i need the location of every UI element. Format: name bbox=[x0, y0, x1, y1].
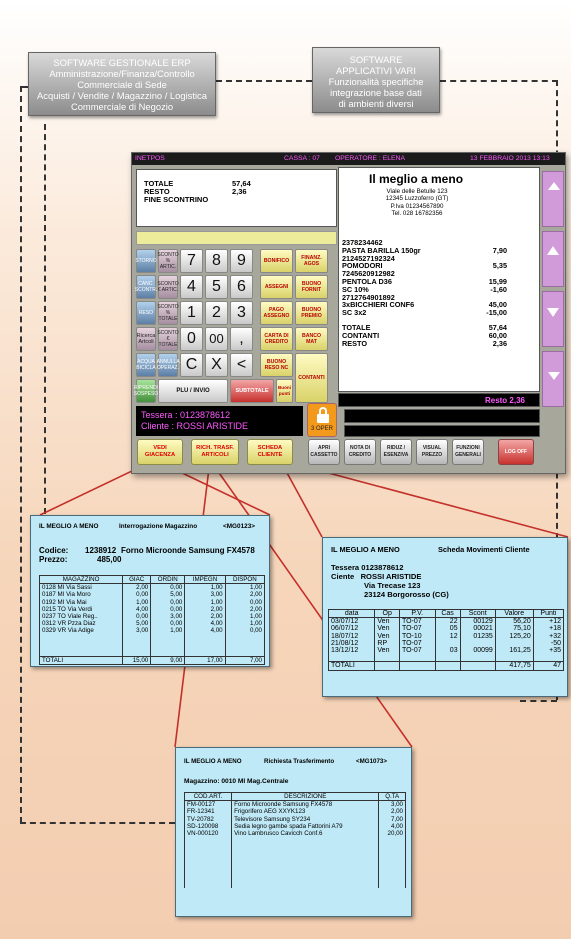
customer-tessera: Tessera 0123878612 bbox=[331, 563, 404, 572]
arrow-up-icon bbox=[548, 182, 560, 190]
table-cell: 00021 bbox=[460, 625, 495, 632]
receipt-total-value: 60,00 bbox=[488, 330, 507, 340]
receipt-line-text: 3xBICCHIERI CONF6 bbox=[342, 300, 415, 310]
movements-table bbox=[328, 609, 564, 671]
receipt-total-value: 2,36 bbox=[492, 338, 507, 348]
table-row bbox=[40, 620, 265, 627]
key-2[interactable]: 2 bbox=[205, 301, 228, 325]
arrow-up-icon bbox=[547, 246, 559, 255]
key-1[interactable]: 1 bbox=[180, 301, 203, 325]
key-annulla-operaz[interactable]: ANNULLA OPERAZ. bbox=[158, 353, 178, 377]
key-carta-credito[interactable]: CARTA DI CREDITO bbox=[260, 327, 293, 351]
column-header: GIAC bbox=[123, 576, 151, 584]
receipt-total-label: TOTALE bbox=[342, 323, 371, 332]
key-contanti[interactable]: CONTANTI bbox=[295, 353, 328, 403]
key-riprendi-sospeso[interactable]: RIPRENDI SOSPESO bbox=[136, 379, 156, 403]
column-header: Scont bbox=[460, 610, 495, 618]
receipt-line-value: 45,00 bbox=[488, 300, 507, 310]
address-line: 12345 Luzzoferro (GT) bbox=[385, 195, 449, 203]
column-header: Q.TA bbox=[379, 793, 406, 801]
table-row bbox=[329, 647, 564, 654]
table-cell: 12 bbox=[435, 633, 460, 640]
cliente-text: Cliente : ROSSI ARISTIDE bbox=[141, 421, 249, 431]
table-cell: 0,00 bbox=[151, 620, 185, 627]
table-cell: 0128 MI Via Sassi bbox=[40, 584, 123, 592]
customer-street: Via Trecase 123 bbox=[364, 581, 421, 590]
resto-value: 2,36 bbox=[232, 187, 247, 196]
prezzo-value: 485,00 bbox=[97, 555, 122, 564]
plu-invio-button[interactable]: PLU / INVIO bbox=[158, 379, 228, 403]
table-cell: 0237 TO Viale Reg.. bbox=[40, 613, 123, 620]
totals-cell: 417,75 bbox=[495, 662, 533, 670]
receipt-line-text: SC 3x2 bbox=[342, 308, 367, 318]
column-header: Valore bbox=[495, 610, 533, 618]
display-line-2 bbox=[344, 425, 540, 437]
table-cell: TO-07 bbox=[399, 640, 435, 647]
table-cell: 01235 bbox=[460, 633, 495, 640]
totals-row bbox=[329, 662, 564, 670]
column-header: DESCRIZIONE bbox=[232, 793, 379, 801]
totals-cell bbox=[375, 662, 400, 670]
table-cell: 1,00 bbox=[225, 613, 264, 620]
pos-app-title: INETPOS bbox=[135, 155, 165, 162]
riduz-esenz-iva-button[interactable]: RIDUZ / ESENZIVA bbox=[380, 439, 412, 465]
table-row bbox=[185, 816, 406, 823]
receipt-line bbox=[342, 309, 507, 317]
receipt-line-text: 2124527192324 bbox=[342, 253, 395, 263]
table-cell: 1,00 bbox=[225, 584, 264, 592]
key-5[interactable]: 5 bbox=[205, 275, 228, 299]
oper-label: 3 OPER bbox=[310, 426, 333, 432]
key-sconto-perc-totale[interactable]: SCONTO % TOTALE bbox=[158, 301, 178, 325]
win-title: Interrogazione Magazzino bbox=[119, 523, 198, 530]
table-cell: 4,00 bbox=[123, 606, 151, 613]
table-row bbox=[40, 627, 265, 634]
log-off-button[interactable]: LOG OFF bbox=[498, 439, 534, 465]
table-cell: 161,25 bbox=[495, 647, 533, 654]
rich-trasf-articoli-button[interactable]: RICH. TRASF. ARTICOLI bbox=[191, 439, 239, 465]
column-header: MAGAZZINO bbox=[40, 576, 123, 584]
table-cell: 2,00 bbox=[123, 584, 151, 592]
subtotale-button[interactable]: SUBTOTALE bbox=[230, 379, 274, 403]
column-header: ORDIN bbox=[151, 576, 185, 584]
table-cell: 0187 MI Via Moro bbox=[40, 591, 123, 598]
table-row bbox=[40, 599, 265, 606]
nota-di-credito-button[interactable]: NOTA DI CREDITO bbox=[344, 439, 376, 465]
scheda-cliente-button[interactable]: SCHEDA CLIENTE bbox=[247, 439, 293, 465]
window-interrogazione-magazzino bbox=[30, 515, 270, 667]
key-reso[interactable]: RESO bbox=[136, 301, 156, 325]
table-cell: 21/08/12 bbox=[329, 640, 375, 647]
address-line: Tel. 028 16782356 bbox=[391, 210, 443, 218]
arrow-down-icon bbox=[547, 308, 559, 317]
callout-apps-line: di ambienti diversi bbox=[338, 98, 414, 109]
table-cell: 2,00 bbox=[225, 591, 264, 598]
callout-erp-line: Commerciale di Negozio bbox=[70, 101, 174, 112]
receipt-line-value: 15,99 bbox=[488, 276, 507, 286]
table-cell: 2,00 bbox=[379, 808, 406, 815]
column-header: IMPEGN bbox=[185, 576, 225, 584]
table-cell: 0,00 bbox=[151, 599, 185, 606]
table-row bbox=[40, 613, 265, 620]
key-storno[interactable]: STORNO bbox=[136, 249, 156, 273]
receipt-address bbox=[367, 188, 467, 218]
key-buono-premio[interactable]: BUONO PREMIO bbox=[295, 301, 328, 325]
key-9[interactable]: 9 bbox=[230, 249, 253, 273]
table-cell: 0,00 bbox=[123, 613, 151, 620]
table-cell: VN-000120 bbox=[185, 830, 232, 837]
receipt-total-label: RESTO bbox=[342, 338, 368, 348]
key-00[interactable]: 00 bbox=[205, 327, 228, 351]
table-cell: +18 bbox=[533, 625, 563, 632]
receipt-line-value: -1,60 bbox=[490, 284, 507, 294]
table-cell: TO-07 bbox=[399, 618, 435, 626]
key-sconto-eur-totale[interactable]: SCONTO € TOTALE bbox=[158, 327, 178, 351]
table-cell: Ven bbox=[375, 625, 400, 632]
key-sconto-perc-artic[interactable]: SCONTO % ARTIC. bbox=[158, 249, 178, 273]
key-comma[interactable]: , bbox=[230, 327, 253, 351]
table-cell: 1,00 bbox=[185, 584, 225, 592]
table-cell: 5,00 bbox=[151, 591, 185, 598]
tessera-text: Tessera : 0123878612 bbox=[141, 410, 231, 420]
funzioni-generali-button[interactable]: FUNZIONI GENERALI bbox=[452, 439, 484, 465]
key-6[interactable]: 6 bbox=[230, 275, 253, 299]
customer-city: 23124 Borgorosso (CG) bbox=[364, 590, 449, 599]
receipt-line-text: PASTA BARILLA 150gr bbox=[342, 245, 421, 255]
table-cell: 3,00 bbox=[185, 591, 225, 598]
table-cell: TV-20782 bbox=[185, 816, 232, 823]
totals-row bbox=[40, 657, 265, 665]
receipt-total-label: CONTANTI bbox=[342, 330, 380, 340]
totals-cell bbox=[435, 662, 460, 670]
callout-erp-line: Amministrazione/Finanza/Controllo bbox=[49, 68, 195, 79]
table-cell: 03/07/12 bbox=[329, 618, 375, 626]
callout-erp bbox=[28, 52, 216, 116]
table-cell: 75,10 bbox=[495, 625, 533, 632]
column-header: data bbox=[329, 610, 375, 618]
key-pago-assegno[interactable]: PAGO ASSEGNO bbox=[260, 301, 293, 325]
win-shop: IL MEGLIO A MENO bbox=[331, 545, 400, 554]
table-cell: TO-10 bbox=[399, 633, 435, 640]
table-cell: 0329 VR Via Adige bbox=[40, 627, 123, 634]
table-cell: 2,00 bbox=[185, 613, 225, 620]
table-cell: 18/07/12 bbox=[329, 633, 375, 640]
input-line[interactable] bbox=[136, 231, 337, 245]
table-cell: Ven bbox=[375, 618, 400, 626]
cliente-label: Ciente bbox=[331, 572, 355, 581]
table-cell: 0312 VR Pzza Diaz bbox=[40, 620, 123, 627]
table-row bbox=[40, 606, 265, 613]
table-cell: 00129 bbox=[460, 618, 495, 626]
table-cell: 20,00 bbox=[379, 830, 406, 837]
window-richiesta-trasferimento bbox=[175, 747, 412, 917]
pos-date: 13 FEBBRAIO 2013 13:13 bbox=[470, 155, 550, 162]
key-acqua-bicicla[interactable]: ACQUA BICICLA bbox=[136, 353, 156, 377]
receipt-line-text: PENTOLA D36 bbox=[342, 276, 392, 286]
totals-display bbox=[136, 169, 337, 227]
callout-erp-line: Acquisti / Vendite / Magazzino / Logistica bbox=[37, 90, 207, 101]
table-cell: 0,00 bbox=[123, 591, 151, 598]
table-cell: 22 bbox=[435, 618, 460, 626]
table-cell bbox=[435, 640, 460, 647]
pos-window bbox=[131, 152, 566, 474]
win-title: Scheda Movimenti Cliente bbox=[438, 545, 530, 554]
table-cell: 4,00 bbox=[185, 627, 225, 634]
table-cell: TO-07 bbox=[399, 647, 435, 654]
oper-button[interactable] bbox=[307, 403, 337, 437]
vedi-giacenza-button[interactable]: VEDI GIACENZA bbox=[137, 439, 183, 465]
transfer-table bbox=[184, 792, 406, 888]
table-cell: 0,00 bbox=[225, 599, 264, 606]
table-cell: FM-00127 bbox=[185, 801, 232, 809]
table-cell: 1,00 bbox=[225, 620, 264, 627]
table-cell: 06/07/12 bbox=[329, 625, 375, 632]
key-canc-scontr[interactable]: CANC. SCONTR. bbox=[136, 275, 156, 299]
key-banco-mat[interactable]: BANCO MAT bbox=[295, 327, 328, 351]
receipt-lines bbox=[342, 239, 507, 317]
table-row bbox=[329, 625, 564, 632]
column-header: Cas bbox=[435, 610, 460, 618]
receipt-total-line bbox=[342, 340, 507, 348]
callout-erp-title: SOFTWARE GESTIONALE ERP bbox=[53, 57, 191, 68]
table-cell: 3,00 bbox=[379, 801, 406, 809]
table-cell: 4,00 bbox=[379, 823, 406, 830]
receipt-line-text: 2378234462 bbox=[342, 238, 383, 247]
resto-display: Resto 2,36 bbox=[338, 393, 540, 407]
table-cell: 7,00 bbox=[379, 816, 406, 823]
table-row bbox=[185, 808, 406, 815]
totals-cell: 47 bbox=[533, 662, 563, 670]
table-cell: +35 bbox=[533, 647, 563, 654]
callout-erp-line: Commerciale di Sede bbox=[77, 79, 167, 90]
column-header: P.V. bbox=[399, 610, 435, 618]
table-row bbox=[185, 830, 406, 837]
table-cell: 0,00 bbox=[151, 606, 185, 613]
codice-value: 1238912 bbox=[85, 546, 117, 555]
table-cell: 13/12/12 bbox=[329, 647, 375, 654]
table-cell: Ven bbox=[375, 633, 400, 640]
pos-operatore: OPERATORE : ELENA bbox=[335, 155, 406, 162]
win-code: <MG0123> bbox=[223, 523, 255, 530]
lock-icon bbox=[317, 407, 329, 423]
key-0[interactable]: 0 bbox=[180, 327, 203, 351]
receipt-total-value: 57,64 bbox=[488, 323, 507, 332]
win-shop: IL MEGLIO A MENO bbox=[39, 523, 99, 530]
table-cell: Ven bbox=[375, 647, 400, 654]
table-cell bbox=[495, 640, 533, 647]
key-ricerca-articoli[interactable]: Ricerca Artcoli bbox=[136, 327, 156, 351]
callout-apps-line: Funzionalità specifiche bbox=[328, 76, 424, 87]
totals-cell: 7,00 bbox=[225, 657, 264, 665]
receipt-line-text: SC 10% bbox=[342, 284, 369, 294]
total-label: TOTALE bbox=[144, 179, 174, 188]
table-row bbox=[329, 633, 564, 640]
table-cell: Forno Microonde Samsung FX4578 bbox=[232, 801, 379, 809]
apri-cassetto-button[interactable]: APRI CASSETTO bbox=[308, 439, 340, 465]
scroll-down-button[interactable] bbox=[542, 291, 564, 347]
table-cell: Frigorifero AEG XXYK123 bbox=[232, 808, 379, 815]
key-assegni[interactable]: ASSEGNI bbox=[260, 275, 293, 299]
receipt-line bbox=[342, 301, 507, 309]
receipt-line-text: POMODORI bbox=[342, 261, 383, 271]
key-7[interactable]: 7 bbox=[180, 249, 203, 273]
arrow-down-icon bbox=[548, 372, 560, 380]
table-row bbox=[185, 801, 406, 809]
product-info bbox=[39, 546, 255, 564]
key-multiply[interactable]: X bbox=[205, 353, 228, 377]
card-info bbox=[136, 406, 303, 436]
key-buono-fornit[interactable]: BUONO FORNIT bbox=[295, 275, 328, 299]
table-cell: 2,00 bbox=[185, 606, 225, 613]
codice-label: Codice: bbox=[39, 546, 69, 555]
receipt-line-value: -15,00 bbox=[486, 308, 507, 318]
table-cell: RP bbox=[375, 640, 400, 647]
key-8[interactable]: 8 bbox=[205, 249, 228, 273]
table-row bbox=[329, 640, 564, 647]
scroll-down-bottom-button[interactable] bbox=[542, 351, 564, 407]
display-line-1 bbox=[344, 409, 540, 423]
magazzino-text: Magazzino: 0010 MI Mag.Centrale bbox=[184, 778, 289, 785]
table-cell: 1,00 bbox=[123, 599, 151, 606]
table-cell: 1,00 bbox=[185, 599, 225, 606]
address-line: Viale delle Betulle 123 bbox=[386, 188, 448, 195]
cliente-name: ROSSI ARISTIDE bbox=[360, 572, 422, 581]
table-cell: +12 bbox=[533, 618, 563, 626]
customer-info bbox=[331, 563, 449, 599]
column-header: Punti bbox=[533, 610, 563, 618]
table-cell: 5,00 bbox=[123, 620, 151, 627]
table-cell: 05 bbox=[435, 625, 460, 632]
resto-label: RESTO bbox=[144, 187, 170, 196]
totals-cell bbox=[399, 662, 435, 670]
table-cell: 56,20 bbox=[495, 618, 533, 626]
receipt-line-text: 2712764901892 bbox=[342, 292, 395, 302]
receipt-shop-name: Il meglio a meno bbox=[369, 172, 464, 186]
table-cell: SD-120098 bbox=[185, 823, 232, 830]
table-cell: +32 bbox=[533, 633, 563, 640]
scroll-up-top-button[interactable] bbox=[542, 171, 564, 227]
totals-cell: TOTALI bbox=[40, 657, 123, 665]
receipt-display bbox=[338, 167, 540, 392]
key-4[interactable]: 4 bbox=[180, 275, 203, 299]
table-row bbox=[40, 591, 265, 598]
win-code: <MG1073> bbox=[356, 758, 387, 765]
totals-cell: 9,00 bbox=[151, 657, 185, 665]
table-cell: FR-12341 bbox=[185, 808, 232, 815]
total-value: 57,64 bbox=[232, 179, 251, 188]
key-finanz-agos[interactable]: FINANZ. AGOS bbox=[295, 249, 328, 273]
table-cell: Televisore Samsung SY234 bbox=[232, 816, 379, 823]
window-scheda-cliente bbox=[322, 537, 568, 697]
callout-apps-title: SOFTWARE bbox=[349, 54, 403, 65]
table-row bbox=[329, 618, 564, 626]
table-cell: 4,00 bbox=[185, 620, 225, 627]
table-cell: 0192 MI Via Mai bbox=[40, 599, 123, 606]
table-row bbox=[40, 584, 265, 592]
key-clear[interactable]: C bbox=[180, 353, 203, 377]
table-cell: 1,00 bbox=[151, 627, 185, 634]
table-cell: 3,00 bbox=[151, 613, 185, 620]
pos-cassa: CASSA : 07 bbox=[284, 155, 320, 162]
table-cell: 0,00 bbox=[225, 627, 264, 634]
scroll-up-button[interactable] bbox=[542, 231, 564, 287]
table-cell: 0,00 bbox=[151, 584, 185, 592]
table-row bbox=[185, 823, 406, 830]
column-header: DISPON bbox=[225, 576, 264, 584]
table-cell: Vino Lambrusco Cavicch Conf.6 bbox=[232, 830, 379, 837]
key-buono-reso-nc[interactable]: BUONO RESO NC bbox=[260, 353, 293, 377]
receipt-line-text: 7245620912982 bbox=[342, 269, 395, 279]
column-header: Op bbox=[375, 610, 400, 618]
win-shop: IL MEGLIO A MENO bbox=[184, 758, 242, 765]
key-buoni-punti[interactable]: Buoni punti bbox=[276, 379, 293, 403]
table-cell: 3,00 bbox=[123, 627, 151, 634]
fine-scontrino-label: FINE SCONTRINO bbox=[144, 195, 209, 204]
table-cell: 00099 bbox=[460, 647, 495, 654]
key-bonifico[interactable]: BONIFICO bbox=[260, 249, 293, 273]
callout-apps-line: APPLICATIVI VARI bbox=[336, 65, 416, 76]
product-name: Forno Microonde Samsung FX4578 bbox=[121, 546, 255, 555]
prezzo-label: Prezzo: bbox=[39, 555, 68, 564]
table-cell bbox=[460, 640, 495, 647]
totals-cell: 17,00 bbox=[185, 657, 225, 665]
column-header: COD.ART. bbox=[185, 793, 232, 801]
address-line: P.Iva 01234567890 bbox=[390, 202, 444, 210]
table-cell: 2,00 bbox=[225, 606, 264, 613]
table-cell: -50 bbox=[533, 640, 563, 647]
receipt-line-value: 5,35 bbox=[492, 261, 507, 271]
callout-apps bbox=[312, 47, 440, 113]
callout-apps-line: integrazione base dati bbox=[330, 87, 422, 98]
key-sconto-eur-artic[interactable]: SCONTO € ARTIC. bbox=[158, 275, 178, 299]
totals-cell: TOTALI bbox=[329, 662, 375, 670]
stock-table bbox=[39, 575, 265, 665]
win-title: Richiesta Trasferimento bbox=[264, 758, 335, 765]
totals-cell: 15,00 bbox=[123, 657, 151, 665]
receipt-line-value: 7,90 bbox=[492, 245, 507, 255]
key-backspace[interactable]: < bbox=[230, 353, 253, 377]
pos-title-bar bbox=[132, 153, 565, 165]
table-cell: 125,20 bbox=[495, 633, 533, 640]
totals-cell bbox=[460, 662, 495, 670]
visual-prezzo-button[interactable]: VISUAL PREZZO bbox=[416, 439, 448, 465]
table-cell: TO-07 bbox=[399, 625, 435, 632]
table-cell: 03 bbox=[435, 647, 460, 654]
key-3[interactable]: 3 bbox=[230, 301, 253, 325]
table-cell: 0215 TO Via Verdi bbox=[40, 606, 123, 613]
table-cell: Sedia legno gambe spada Fattorini A79 bbox=[232, 823, 379, 830]
receipt-totals bbox=[342, 324, 507, 347]
